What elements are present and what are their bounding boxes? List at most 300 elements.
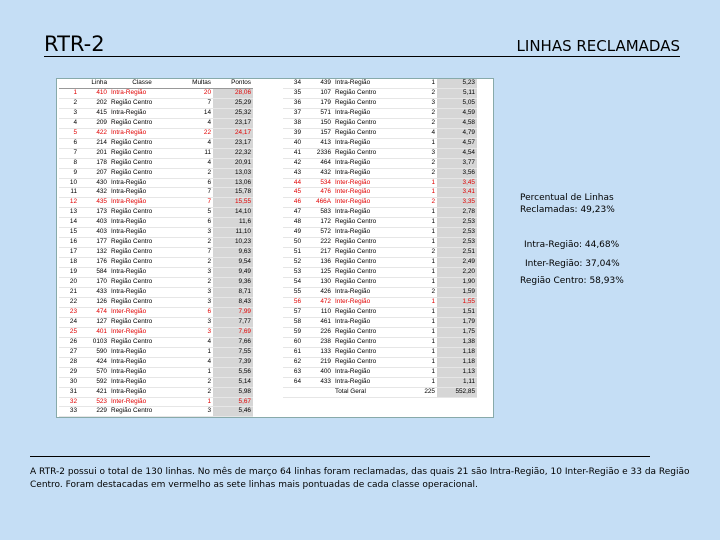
cell-classe: Intra-Região	[109, 108, 175, 118]
cell-multas: 4	[175, 158, 213, 168]
cell-multas: 3	[399, 148, 437, 158]
cell-rank: 14	[59, 218, 79, 228]
cell-rank: 64	[283, 377, 303, 387]
cell-linha: 133	[303, 347, 333, 357]
cell-multas: 1	[399, 327, 437, 337]
cell-classe: Região Centro	[333, 128, 399, 138]
cell-multas: 225	[399, 387, 437, 397]
ranking-table-left	[59, 79, 253, 417]
table-row	[283, 278, 477, 288]
cell-pontos: 5,56	[213, 367, 253, 377]
cell-classe: Intra-Região	[333, 108, 399, 118]
cell-pontos: 4,79	[437, 128, 477, 138]
cell-multas: 5	[175, 208, 213, 218]
cell-multas: 1	[399, 297, 437, 307]
cell-multas: 14	[175, 108, 213, 118]
table-row	[283, 88, 477, 98]
page-title: RTR-2	[44, 32, 105, 56]
cell-classe: Inter-Região	[109, 307, 175, 317]
cell-classe: Total Geral	[333, 387, 399, 397]
cell-rank: 60	[283, 337, 303, 347]
table-row	[59, 178, 253, 188]
table-row	[59, 337, 253, 347]
cell-rank: 42	[283, 158, 303, 168]
table-row	[59, 367, 253, 377]
cell-pontos: 23,17	[213, 138, 253, 148]
ranking-table-panel	[56, 78, 494, 418]
table-row	[59, 168, 253, 178]
cell-multas: 2	[175, 377, 213, 387]
cell-multas: 1	[175, 347, 213, 357]
table-row	[283, 198, 477, 208]
title-underline	[44, 56, 680, 57]
cell-rank: 4	[59, 118, 79, 128]
table-row	[59, 148, 253, 158]
table-row	[59, 158, 253, 168]
cell-classe: Intra-Região	[333, 158, 399, 168]
cell-multas: 1	[399, 228, 437, 238]
cell-pontos: 5,67	[213, 397, 253, 407]
cell-pontos: 5,05	[437, 98, 477, 108]
cell-classe: Região Centro	[109, 168, 175, 178]
cell-pontos: 7,39	[213, 357, 253, 367]
table-row	[59, 98, 253, 108]
cell-multas: 1	[175, 367, 213, 377]
table-row	[283, 238, 477, 248]
cell-linha: 238	[303, 337, 333, 347]
cell-linha: 592	[79, 377, 109, 387]
cell-rank: 28	[59, 357, 79, 367]
cell-linha: 222	[303, 238, 333, 248]
table-row	[59, 307, 253, 317]
cell-classe: Região Centro	[109, 238, 175, 248]
cell-classe: Intra-Região	[333, 367, 399, 377]
cell-linha: 401	[79, 327, 109, 337]
cell-rank: 34	[283, 79, 303, 88]
cell-pontos: 552,85	[437, 387, 477, 397]
cell-multas: 1	[399, 258, 437, 268]
cell-classe: Região Centro	[109, 317, 175, 327]
cell-pontos: 11,10	[213, 228, 253, 238]
cell-rank: 51	[283, 248, 303, 258]
cell-linha: 2336	[303, 148, 333, 158]
table-row	[283, 327, 477, 337]
cell-pontos: 2,51	[437, 248, 477, 258]
table-row	[59, 278, 253, 288]
cell-pontos: 9,63	[213, 248, 253, 258]
cell-linha: 125	[303, 268, 333, 278]
cell-multas: 2	[175, 387, 213, 397]
cell-linha: 150	[303, 118, 333, 128]
cell-linha: 421	[79, 387, 109, 397]
cell-linha: 415	[79, 108, 109, 118]
cell-rank: 44	[283, 178, 303, 188]
cell-rank: 63	[283, 367, 303, 377]
cell-multas: 1	[399, 268, 437, 278]
cell-classe: Região Centro	[333, 337, 399, 347]
cell-classe: Região Centro	[333, 307, 399, 317]
cell-linha: 229	[79, 407, 109, 417]
cell-classe: Região Centro	[109, 158, 175, 168]
cell-linha: 410	[79, 88, 109, 98]
table-row	[283, 148, 477, 158]
cell-pontos: 5,11	[437, 88, 477, 98]
cell-classe: Região Centro	[109, 258, 175, 268]
cell-multas: 1	[399, 79, 437, 88]
cell-pontos: 1,79	[437, 317, 477, 327]
cell-classe: Região Centro	[333, 327, 399, 337]
table-row	[283, 297, 477, 307]
table-row	[59, 108, 253, 118]
table-row	[59, 377, 253, 387]
cell-rank: 58	[283, 317, 303, 327]
divider	[30, 456, 650, 457]
cell-rank: 49	[283, 228, 303, 238]
cell-multas: 2	[175, 238, 213, 248]
cell-multas: 1	[399, 317, 437, 327]
cell-linha: 534	[303, 178, 333, 188]
cell-multas: 4	[175, 118, 213, 128]
cell-multas: 1	[399, 357, 437, 367]
cell-pontos: 5,98	[213, 387, 253, 397]
cell-rank: 8	[59, 158, 79, 168]
cell-rank: 37	[283, 108, 303, 118]
cell-rank: 61	[283, 347, 303, 357]
cell-classe: Intra-Região	[109, 188, 175, 198]
cell-multas: 1	[399, 178, 437, 188]
cell-multas: 2	[399, 118, 437, 128]
cell-pontos: 2,53	[437, 238, 477, 248]
table-row	[59, 357, 253, 367]
cell-linha: 176	[79, 258, 109, 268]
cell-classe: Região Centro	[109, 297, 175, 307]
cell-linha: 426	[303, 288, 333, 298]
cell-classe: Região Centro	[109, 407, 175, 417]
cell-multas: 1	[175, 397, 213, 407]
cell-linha: 202	[79, 98, 109, 108]
cell-linha: 523	[79, 397, 109, 407]
cell-classe: Intra-Região	[333, 288, 399, 298]
cell-linha: 433	[303, 377, 333, 387]
table-row	[59, 228, 253, 238]
cell-rank: 15	[59, 228, 79, 238]
cell-pontos: 8,43	[213, 297, 253, 307]
table-row	[59, 317, 253, 327]
table-row	[283, 357, 477, 367]
table-row	[283, 258, 477, 268]
cell-rank: 35	[283, 88, 303, 98]
cell-rank: 52	[283, 258, 303, 268]
cell-linha: 130	[303, 278, 333, 288]
cell-rank: 48	[283, 218, 303, 228]
cell-linha: 400	[303, 367, 333, 377]
cell-linha: 472	[303, 297, 333, 307]
cell-classe: Região Centro	[109, 98, 175, 108]
cell-multas: 1	[399, 278, 437, 288]
table-row	[59, 238, 253, 248]
cell-multas: 1	[399, 367, 437, 377]
cell-classe: Intra-Região	[333, 138, 399, 148]
cell-linha: 110	[303, 307, 333, 317]
table-row	[59, 407, 253, 417]
cell-pontos: 25,32	[213, 108, 253, 118]
cell-linha: 214	[79, 138, 109, 148]
cell-linha: 179	[303, 98, 333, 108]
table-body-right	[283, 79, 477, 397]
table-row	[283, 347, 477, 357]
cell-classe: Intra-Região	[333, 79, 399, 88]
table-row	[283, 367, 477, 377]
table-row	[59, 208, 253, 218]
cell-pontos: 1,51	[437, 307, 477, 317]
cell-linha: 178	[79, 158, 109, 168]
cell-rank: 20	[59, 278, 79, 288]
cell-linha: 201	[79, 148, 109, 158]
cell-pontos: 1,18	[437, 357, 477, 367]
table-right-half	[283, 79, 491, 398]
cell-rank: 36	[283, 98, 303, 108]
cell-pontos: 3,45	[437, 178, 477, 188]
cell-rank: 62	[283, 357, 303, 367]
cell-linha: 432	[79, 188, 109, 198]
col-rank	[59, 79, 79, 88]
cell-classe: Inter-Região	[333, 297, 399, 307]
cell-rank: 43	[283, 168, 303, 178]
table-row	[283, 118, 477, 128]
cell-pontos: 13,03	[213, 168, 253, 178]
cell-multas: 1	[399, 307, 437, 317]
cell-classe: Inter-Região	[109, 397, 175, 407]
cell-linha: 435	[79, 198, 109, 208]
table-row	[59, 138, 253, 148]
cell-rank: 41	[283, 148, 303, 158]
cell-classe: Inter-Região	[333, 178, 399, 188]
cell-classe: Intra-Região	[109, 88, 175, 98]
col-multas: Multas	[175, 79, 213, 88]
cell-multas: 4	[175, 357, 213, 367]
table-row	[283, 387, 477, 397]
centro-note: Região Centro: 58,93%	[520, 276, 624, 286]
cell-pontos: 1,90	[437, 278, 477, 288]
cell-linha: 170	[79, 278, 109, 288]
cell-classe: Intra-Região	[333, 168, 399, 178]
cell-classe: Região Centro	[333, 88, 399, 98]
cell-pontos: 14,10	[213, 208, 253, 218]
cell-pontos: 7,66	[213, 337, 253, 347]
cell-classe: Intra-Região	[109, 377, 175, 387]
table-row	[283, 128, 477, 138]
cell-linha: 476	[303, 188, 333, 198]
cell-linha: 461	[303, 317, 333, 327]
cell-linha: 464	[303, 158, 333, 168]
table-row	[59, 188, 253, 198]
cell-multas: 4	[175, 138, 213, 148]
table-row	[283, 98, 477, 108]
cell-linha: 107	[303, 88, 333, 98]
table-row	[59, 258, 253, 268]
cell-linha: 403	[79, 228, 109, 238]
cell-pontos: 10,23	[213, 238, 253, 248]
cell-multas: 7	[175, 198, 213, 208]
cell-classe: Intra-Região	[109, 367, 175, 377]
cell-multas: 3	[175, 327, 213, 337]
cell-linha: 571	[303, 108, 333, 118]
cell-pontos: 1,13	[437, 367, 477, 377]
cell-pontos: 4,58	[437, 118, 477, 128]
cell-linha: 583	[303, 208, 333, 218]
cell-classe: Região Centro	[333, 118, 399, 128]
cell-rank: 50	[283, 238, 303, 248]
cell-pontos: 2,20	[437, 268, 477, 278]
cell-classe: Intra-Região	[109, 288, 175, 298]
cell-multas: 11	[175, 148, 213, 158]
cell-pontos: 15,55	[213, 198, 253, 208]
table-row	[283, 248, 477, 258]
cell-linha: 173	[79, 208, 109, 218]
cell-linha: 226	[303, 327, 333, 337]
cell-classe: Intra-Região	[109, 228, 175, 238]
cell-pontos: 3,35	[437, 198, 477, 208]
cell-rank: 22	[59, 297, 79, 307]
cell-linha: 433	[79, 288, 109, 298]
cell-pontos: 7,69	[213, 327, 253, 337]
cell-linha: 403	[79, 218, 109, 228]
ranking-table-right	[283, 79, 477, 398]
cell-rank: 3	[59, 108, 79, 118]
table-body-left	[59, 88, 253, 416]
cell-pontos: 4,57	[437, 138, 477, 148]
cell-pontos: 2,49	[437, 258, 477, 268]
cell-pontos: 7,55	[213, 347, 253, 357]
cell-multas: 2	[399, 288, 437, 298]
cell-linha: 127	[79, 317, 109, 327]
cell-rank: 31	[59, 387, 79, 397]
cell-classe: Região Centro	[109, 118, 175, 128]
cell-multas: 1	[399, 138, 437, 148]
cell-pontos: 25,29	[213, 98, 253, 108]
cell-pontos: 7,99	[213, 307, 253, 317]
cell-multas: 6	[175, 178, 213, 188]
cell-linha	[303, 387, 333, 397]
cell-rank: 21	[59, 288, 79, 298]
cell-multas: 2	[175, 278, 213, 288]
cell-classe: Intra-Região	[109, 357, 175, 367]
cell-classe: Inter-Região	[333, 198, 399, 208]
percentual-note: Percentual de Linhas Reclamadas: 49,23%	[520, 193, 615, 215]
table-row	[283, 138, 477, 148]
cell-rank: 1	[59, 88, 79, 98]
cell-multas: 2	[175, 168, 213, 178]
page-subtitle: LINHAS RECLAMADAS	[516, 37, 680, 55]
table-row	[283, 218, 477, 228]
cell-classe: Intra-Região	[109, 387, 175, 397]
col-linha: Linha	[79, 79, 109, 88]
cell-multas: 2	[399, 88, 437, 98]
cell-rank: 24	[59, 317, 79, 327]
cell-classe: Região Centro	[333, 98, 399, 108]
cell-classe: Intra-Região	[333, 317, 399, 327]
cell-pontos: 20,91	[213, 158, 253, 168]
table-row	[283, 108, 477, 118]
cell-multas: 2	[175, 258, 213, 268]
cell-multas: 2	[399, 198, 437, 208]
intra-note: Intra-Região: 44,68%	[524, 240, 620, 250]
cell-multas: 2	[399, 158, 437, 168]
table-row	[283, 268, 477, 278]
cell-linha: 430	[79, 178, 109, 188]
cell-pontos: 4,59	[437, 108, 477, 118]
cell-multas: 6	[175, 307, 213, 317]
cell-pontos: 2,53	[437, 228, 477, 238]
cell-classe: Intra-Região	[109, 268, 175, 278]
cell-rank: 27	[59, 347, 79, 357]
cell-classe: Região Centro	[333, 248, 399, 258]
cell-multas: 3	[175, 228, 213, 238]
cell-linha: 217	[303, 248, 333, 258]
cell-classe: Intra-Região	[109, 218, 175, 228]
cell-classe: Intra-Região	[109, 178, 175, 188]
cell-linha: 424	[79, 357, 109, 367]
cell-multas: 4	[399, 128, 437, 138]
cell-classe: Região Centro	[333, 258, 399, 268]
cell-linha: 132	[79, 248, 109, 258]
cell-multas: 3	[175, 297, 213, 307]
table-row	[283, 307, 477, 317]
cell-rank: 18	[59, 258, 79, 268]
cell-multas: 20	[175, 88, 213, 98]
cell-multas: 2	[399, 168, 437, 178]
cell-pontos: 1,55	[437, 297, 477, 307]
cell-linha: 439	[303, 79, 333, 88]
cell-rank: 32	[59, 397, 79, 407]
table-row	[59, 327, 253, 337]
cell-rank: 7	[59, 148, 79, 158]
cell-pontos: 1,11	[437, 377, 477, 387]
cell-classe: Região Centro	[109, 248, 175, 258]
cell-rank: 26	[59, 337, 79, 347]
cell-classe: Região Centro	[333, 347, 399, 357]
cell-rank: 10	[59, 178, 79, 188]
cell-classe: Região Centro	[109, 148, 175, 158]
cell-rank: 55	[283, 288, 303, 298]
cell-rank: 47	[283, 208, 303, 218]
cell-classe: Região Centro	[109, 337, 175, 347]
table-row	[283, 79, 477, 88]
cell-classe: Intra-Região	[109, 347, 175, 357]
table-row	[283, 377, 477, 387]
cell-multas: 1	[399, 347, 437, 357]
table-row	[283, 288, 477, 298]
table-row	[59, 128, 253, 138]
cell-multas: 3	[399, 98, 437, 108]
inter-note: Inter-Região: 37,04%	[525, 259, 620, 269]
cell-linha: 126	[79, 297, 109, 307]
cell-multas: 1	[399, 377, 437, 387]
table-left-half	[59, 79, 271, 417]
cell-pontos: 11,6	[213, 218, 253, 228]
cell-multas: 1	[399, 337, 437, 347]
cell-rank: 6	[59, 138, 79, 148]
cell-pontos: 23,17	[213, 118, 253, 128]
table-row	[283, 208, 477, 218]
cell-linha: 136	[303, 258, 333, 268]
cell-multas: 7	[175, 248, 213, 258]
cell-multas: 1	[399, 238, 437, 248]
cell-linha: 590	[79, 347, 109, 357]
table-row	[59, 118, 253, 128]
cell-rank: 57	[283, 307, 303, 317]
cell-rank: 45	[283, 188, 303, 198]
